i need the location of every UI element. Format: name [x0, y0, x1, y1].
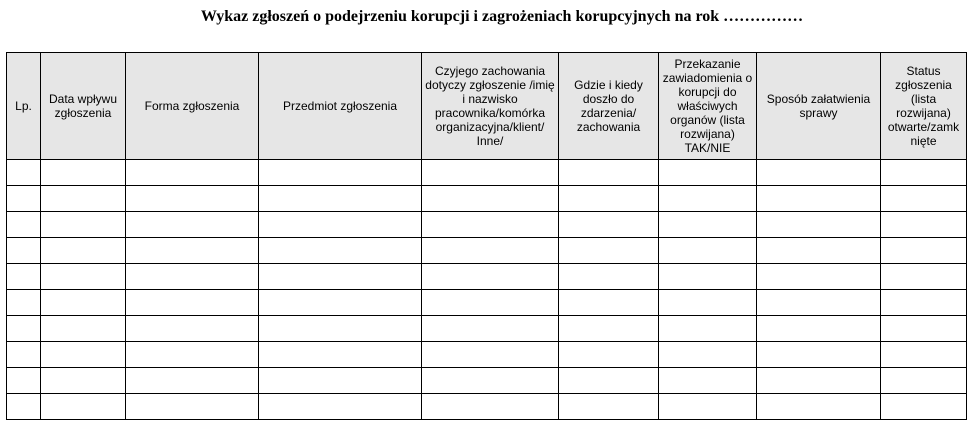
table-header-row: [7, 53, 967, 160]
table-cell[interactable]: [881, 160, 967, 186]
table-cell[interactable]: [881, 316, 967, 342]
table-cell[interactable]: [559, 394, 659, 420]
table-cell[interactable]: [7, 264, 41, 290]
table-cell[interactable]: [7, 238, 41, 264]
table-cell[interactable]: [41, 316, 126, 342]
table-row: [7, 368, 967, 394]
table-cell[interactable]: [659, 368, 757, 394]
table-cell[interactable]: [126, 342, 259, 368]
table-cell[interactable]: [757, 160, 881, 186]
table-cell[interactable]: [659, 186, 757, 212]
table-cell[interactable]: [259, 212, 422, 238]
table-cell[interactable]: [559, 160, 659, 186]
table-row: [7, 394, 967, 420]
table-cell[interactable]: [41, 186, 126, 212]
table-cell[interactable]: [659, 212, 757, 238]
table-row: [7, 316, 967, 342]
table-cell[interactable]: [881, 368, 967, 394]
table-cell[interactable]: [259, 160, 422, 186]
table-cell[interactable]: [126, 186, 259, 212]
column-header-forma: Forma zgłoszenia: [126, 53, 259, 160]
report-table: [6, 52, 967, 420]
table-cell[interactable]: [559, 368, 659, 394]
table-cell[interactable]: [126, 290, 259, 316]
table-cell[interactable]: [7, 186, 41, 212]
table-cell[interactable]: [422, 394, 559, 420]
table-cell[interactable]: [757, 264, 881, 290]
table-row: [7, 342, 967, 368]
table-cell[interactable]: [559, 316, 659, 342]
table-row: [7, 212, 967, 238]
table-cell[interactable]: [559, 238, 659, 264]
table-cell[interactable]: [422, 342, 559, 368]
table-cell[interactable]: [41, 264, 126, 290]
table-cell[interactable]: [126, 368, 259, 394]
column-header-gdzie-i-kiedy: Gdzie i kiedy doszło do zdarzenia/ zachowania: [559, 53, 659, 160]
table-cell[interactable]: [881, 264, 967, 290]
table-cell[interactable]: [757, 238, 881, 264]
table-cell[interactable]: [259, 394, 422, 420]
table-cell[interactable]: [422, 368, 559, 394]
table-cell[interactable]: [659, 342, 757, 368]
column-header-czyjego-zachowania: Czyjego zachowania dotyczy zgłoszenie /imię i nazwisko pracownika/komórka organizacyjna/klient/ Inne/: [422, 53, 559, 160]
table-cell[interactable]: [559, 290, 659, 316]
table-cell[interactable]: [881, 394, 967, 420]
table-cell[interactable]: [422, 290, 559, 316]
table-cell[interactable]: [881, 290, 967, 316]
table-cell[interactable]: [757, 290, 881, 316]
table-cell[interactable]: [881, 212, 967, 238]
table-cell[interactable]: [126, 316, 259, 342]
table-cell[interactable]: [559, 342, 659, 368]
column-header-lp: Lp.: [7, 53, 41, 160]
column-header-data-wplywu: Data wpływu zgłoszenia: [41, 53, 126, 160]
table-cell[interactable]: [41, 394, 126, 420]
column-header-przekazanie: Przekazanie zawiadomienia o korupcji do właściwych organów (lista rozwijana) TAK/NIE: [659, 53, 757, 160]
table-cell[interactable]: [7, 212, 41, 238]
table-cell[interactable]: [422, 238, 559, 264]
table-cell[interactable]: [659, 394, 757, 420]
table-cell[interactable]: [422, 316, 559, 342]
table-row: [7, 238, 967, 264]
column-header-status: Status zgłoszenia (lista rozwijana) otwarte/zamk nięte: [881, 53, 967, 160]
table-cell[interactable]: [7, 368, 41, 394]
table-cell[interactable]: [559, 212, 659, 238]
table-cell[interactable]: [259, 342, 422, 368]
table-cell[interactable]: [126, 238, 259, 264]
table-cell[interactable]: [7, 316, 41, 342]
table-cell[interactable]: [757, 342, 881, 368]
document-title: Wykaz zgłoszeń o podejrzeniu korupcji i zagrożeniach korupcyjnych na rok ……………: [200, 8, 804, 25]
table-cell[interactable]: [126, 212, 259, 238]
table-row: [7, 290, 967, 316]
table-cell[interactable]: [757, 368, 881, 394]
table-row: [7, 186, 967, 212]
table-cell[interactable]: [7, 342, 41, 368]
table-cell[interactable]: [41, 368, 126, 394]
table-cell[interactable]: [7, 160, 41, 186]
table-cell[interactable]: [757, 394, 881, 420]
table-cell[interactable]: [659, 264, 757, 290]
table-cell[interactable]: [259, 368, 422, 394]
table-cell[interactable]: [881, 186, 967, 212]
table-cell[interactable]: [757, 212, 881, 238]
table-cell[interactable]: [259, 316, 422, 342]
table-cell[interactable]: [126, 394, 259, 420]
table-cell[interactable]: [659, 238, 757, 264]
table-cell[interactable]: [881, 342, 967, 368]
table-cell[interactable]: [422, 212, 559, 238]
table-cell[interactable]: [41, 212, 126, 238]
table-cell[interactable]: [559, 186, 659, 212]
table-cell[interactable]: [126, 264, 259, 290]
table-cell[interactable]: [659, 160, 757, 186]
table-cell[interactable]: [757, 186, 881, 212]
table-cell[interactable]: [881, 238, 967, 264]
table-cell[interactable]: [41, 290, 126, 316]
table-cell[interactable]: [126, 160, 259, 186]
table-cell[interactable]: [422, 186, 559, 212]
table-cell[interactable]: [659, 290, 757, 316]
table-cell[interactable]: [259, 290, 422, 316]
table-cell[interactable]: [7, 290, 41, 316]
table-cell[interactable]: [7, 394, 41, 420]
table-cell[interactable]: [41, 160, 126, 186]
table-cell[interactable]: [559, 264, 659, 290]
table-row: [7, 160, 967, 186]
table-cell[interactable]: [41, 238, 126, 264]
column-header-przedmiot: Przedmiot zgłoszenia: [259, 53, 422, 160]
table-cell[interactable]: [757, 316, 881, 342]
table-cell[interactable]: [422, 264, 559, 290]
table-cell[interactable]: [259, 238, 422, 264]
column-header-sposob: Sposób załatwienia sprawy: [757, 53, 881, 160]
table-cell[interactable]: [259, 186, 422, 212]
table-cell[interactable]: [259, 264, 422, 290]
table-row: [7, 264, 967, 290]
table-cell[interactable]: [422, 160, 559, 186]
table-cell[interactable]: [659, 316, 757, 342]
table-body: [7, 160, 967, 420]
table-cell[interactable]: [41, 342, 126, 368]
